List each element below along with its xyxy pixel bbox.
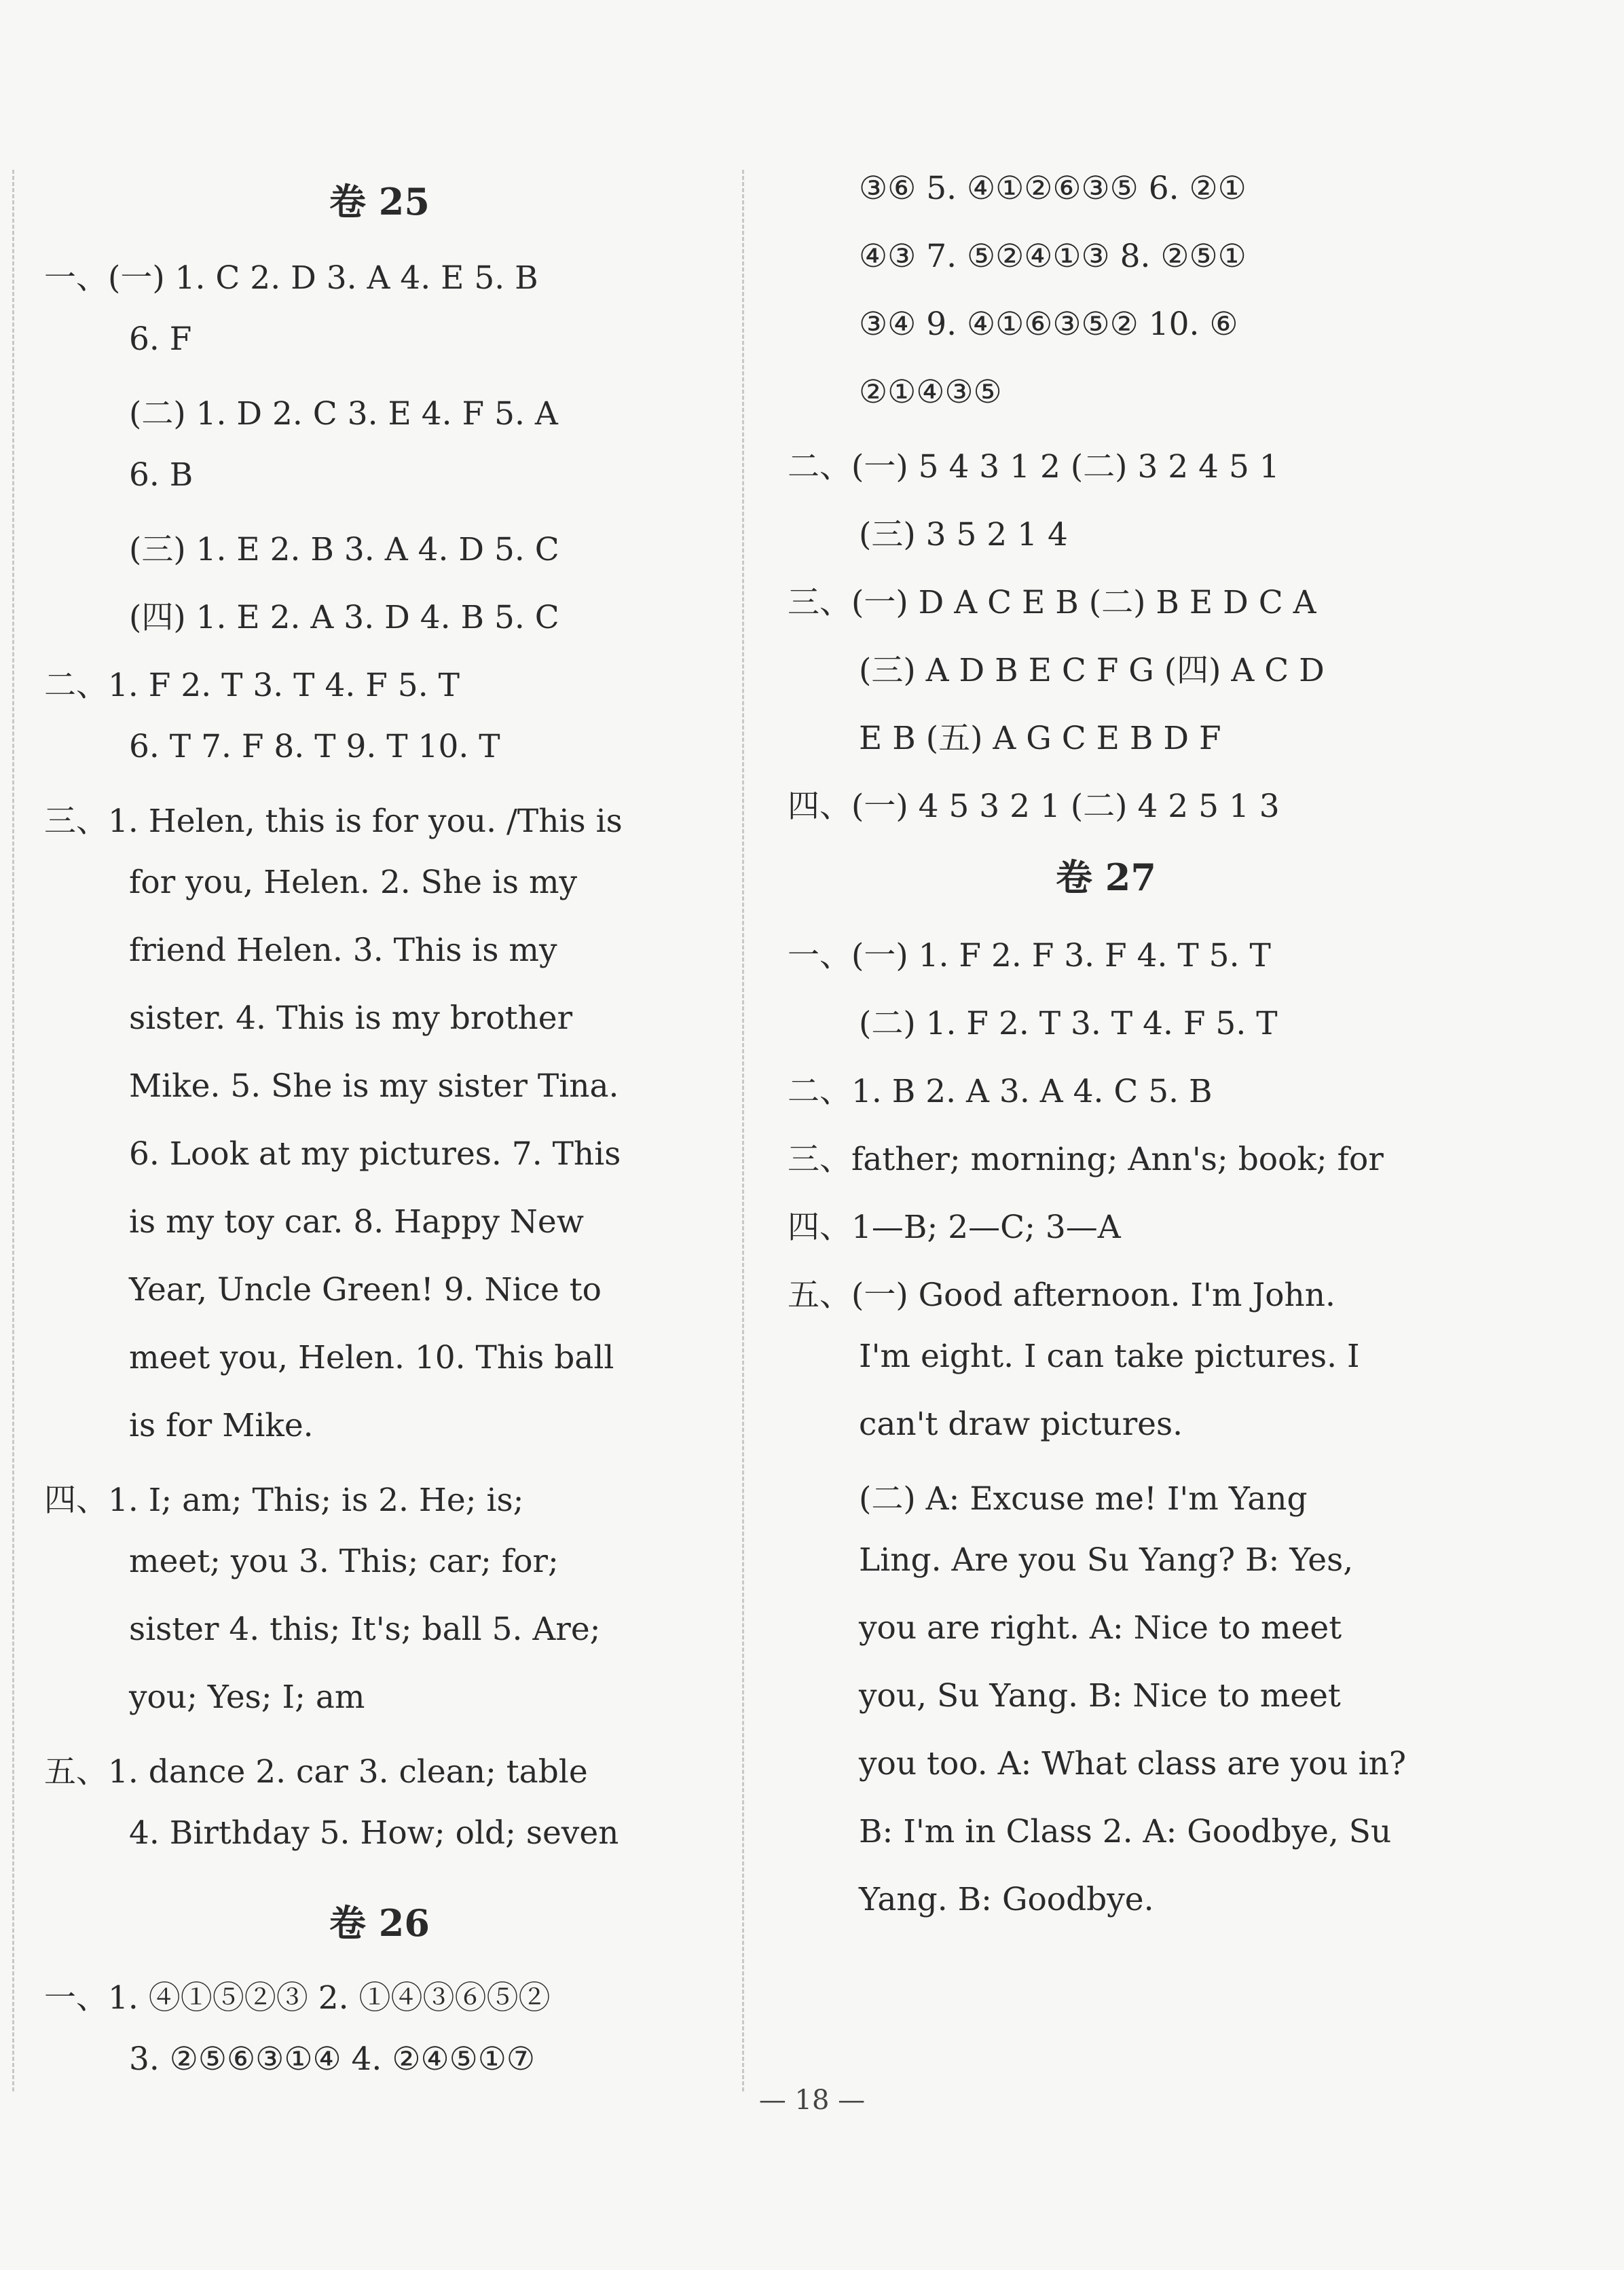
answer-line: 6. T 7. F 8. T 9. T 10. T: [129, 728, 500, 765]
answer-line: (二) 1. D 2. C 3. E 4. F 5. A: [129, 395, 558, 433]
answer-line: meet you, Helen. 10. This ball: [129, 1339, 614, 1376]
answer-line: Year, Uncle Green! 9. Nice to: [129, 1271, 602, 1308]
answer-line: ③⑥ 5. ④①②⑥③⑤ 6. ②①: [859, 170, 1247, 207]
answer-line: is my toy car. 8. Happy New: [129, 1203, 584, 1241]
answer-line: 一、1. ④①⑤②③ 2. ①④③⑥⑤②: [44, 1979, 551, 2017]
answer-line: 一、(一) 1. F 2. F 3. F 4. T 5. T: [788, 937, 1271, 974]
answer-line: (三) 1. E 2. B 3. A 4. D 5. C: [129, 531, 559, 568]
section-heading: 卷 26: [329, 1901, 430, 1945]
column-divider: [742, 170, 744, 2091]
answer-line: 三、(一) D A C E B (二) B E D C A: [788, 584, 1316, 621]
answer-line: 四、1—B; 2—C; 3—A: [788, 1209, 1121, 1246]
section-heading: 卷 27: [1056, 856, 1156, 899]
answer-line: E B (五) A G C E B D F: [859, 720, 1221, 757]
answer-line: for you, Helen. 2. She is my: [129, 864, 578, 901]
answer-line: B: I'm in Class 2. A: Goodbye, Su: [859, 1813, 1392, 1850]
answer-line: 二、(一) 5 4 3 1 2 (二) 3 2 4 5 1: [788, 448, 1280, 486]
answer-line: is for Mike.: [129, 1407, 314, 1444]
answer-line: ③④ 9. ④①⑥③⑤② 10. ⑥: [859, 306, 1238, 343]
answer-line: 6. Look at my pictures. 7. This: [129, 1135, 621, 1173]
answer-line: Ling. Are you Su Yang? B: Yes,: [859, 1541, 1354, 1579]
answer-line: 3. ②⑤⑥③①④ 4. ②④⑤①⑦: [129, 2040, 535, 2078]
answer-line: 一、(一) 1. C 2. D 3. A 4. E 5. B: [44, 259, 538, 297]
answer-line: ④③ 7. ⑤②④①③ 8. ②⑤①: [859, 238, 1247, 275]
answer-line: 四、1. I; am; This; is 2. He; is;: [44, 1482, 524, 1519]
answer-line: 五、1. dance 2. car 3. clean; table: [44, 1753, 588, 1791]
answer-line: 二、1. F 2. T 3. T 4. F 5. T: [44, 667, 460, 704]
answer-line: (二) A: Excuse me! I'm Yang: [859, 1480, 1308, 1518]
answer-line: (三) 3 5 2 1 4: [859, 516, 1068, 553]
answer-line: 4. Birthday 5. How; old; seven: [129, 1814, 619, 1852]
answer-line: you too. A: What class are you in?: [859, 1745, 1407, 1782]
answer-line: I'm eight. I can take pictures. I: [859, 1338, 1360, 1375]
section-heading: 卷 25: [329, 180, 430, 223]
page-number: — 18 —: [758, 2085, 866, 2116]
answer-line: you are right. A: Nice to meet: [859, 1609, 1342, 1647]
answer-line: Mike. 5. She is my sister Tina.: [129, 1067, 619, 1105]
answer-line: Yang. B: Goodbye.: [859, 1881, 1154, 1918]
answer-line: 6. B: [129, 456, 193, 494]
answer-line: sister 4. this; It's; ball 5. Are;: [129, 1611, 601, 1648]
answer-line: 三、father; morning; Ann's; book; for: [788, 1141, 1384, 1178]
answer-line: ②①④③⑤: [859, 373, 1002, 411]
answer-line: (四) 1. E 2. A 3. D 4. B 5. C: [129, 599, 559, 636]
answer-line: you, Su Yang. B: Nice to meet: [859, 1677, 1341, 1715]
answer-line: (三) A D B E C F G (四) A C D: [859, 652, 1325, 689]
answer-line: 6. F: [129, 321, 192, 358]
answer-line: 五、(一) Good afternoon. I'm John.: [788, 1277, 1335, 1314]
answer-line: 四、(一) 4 5 3 2 1 (二) 4 2 5 1 3: [788, 788, 1280, 825]
answer-line: 二、1. B 2. A 3. A 4. C 5. B: [788, 1073, 1213, 1110]
answer-line: you; Yes; I; am: [129, 1679, 365, 1716]
answer-line: meet; you 3. This; car; for;: [129, 1543, 559, 1580]
answer-line: 三、1. Helen, this is for you. /This is: [44, 803, 623, 840]
answer-line: sister. 4. This is my brother: [129, 1000, 573, 1037]
left-margin-dash: [12, 170, 14, 2091]
answer-line: friend Helen. 3. This is my: [129, 932, 557, 969]
answer-line: (二) 1. F 2. T 3. T 4. F 5. T: [859, 1005, 1278, 1042]
answer-line: can't draw pictures.: [859, 1406, 1183, 1443]
